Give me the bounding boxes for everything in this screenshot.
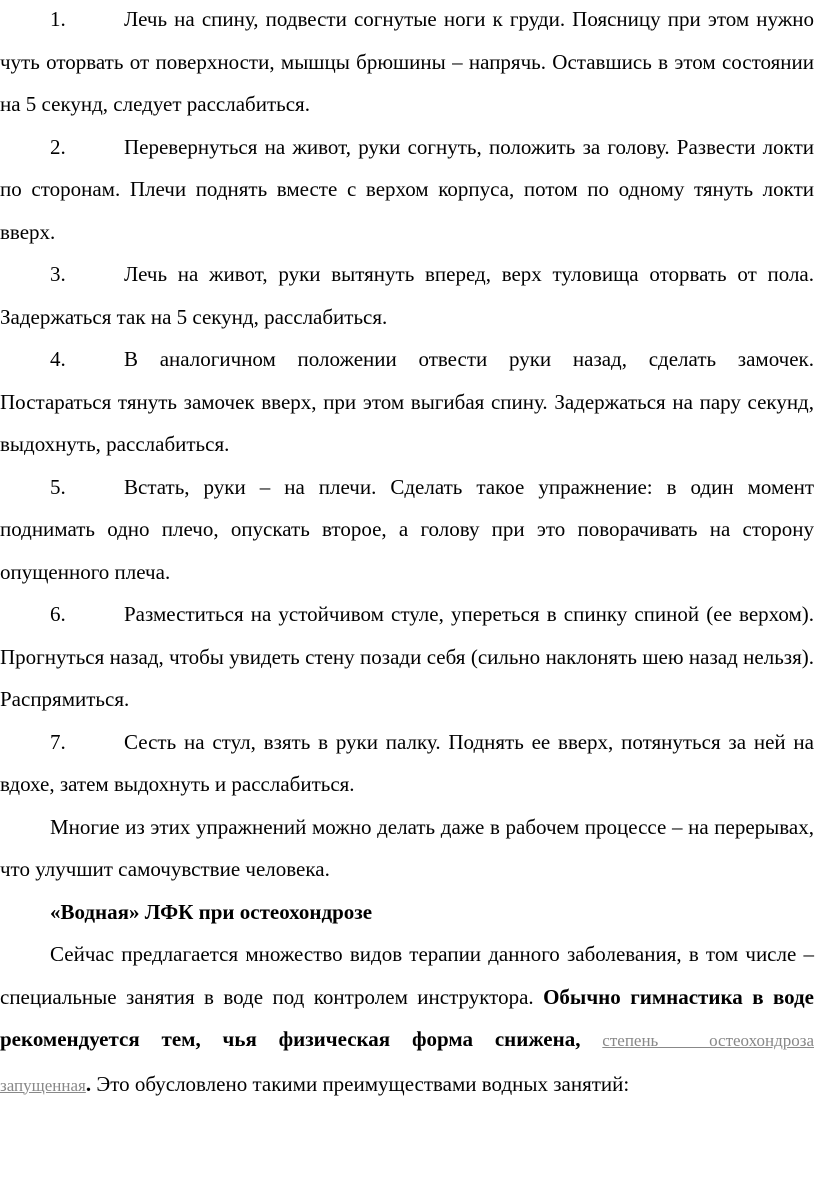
- exercise-item-4: [0, 338, 814, 466]
- item-number: 2.: [50, 134, 66, 159]
- item-text: Лечь на живот, руки вытянуть вперед, верх туловища оторвать от пола. Задержаться так на 5 секунд, расслабиться.: [0, 262, 814, 329]
- item-text: Встать, руки – на плечи. Сделать такое упражнение: в один момент поднимать одно плечо, опускать второе, а голову при это поворачивать на сторону опущенного плеча.: [0, 474, 814, 584]
- final-bold-text: Обычно гимнастика в воде рекомендуется тем, чья физическая форма снижена,: [0, 984, 814, 1051]
- item-number: 4.: [50, 347, 66, 371]
- final-paragraph: [0, 933, 814, 1107]
- final-text-end: Это обусловлено такими преимуществами водных занятий:: [91, 1071, 630, 1096]
- final-text-start: Сейчас предлагается множество видов терапии данного заболевания, в том числе – специальные занятия в воде под контролем инструктора.: [0, 942, 814, 1009]
- item-text: Сесть на стул, взять в руки палку. Поднять ее вверх, потянуться за ней на вдохе, затем выдохнуть и расслабиться.: [0, 729, 814, 796]
- item-text: В аналогичном положении отвести руки назад, сделать замочек. Постараться тянуть замочек вверх, при этом выгибая спину. Задержаться на пару секунд, выдохнуть, расслабиться.: [0, 347, 814, 456]
- exercise-item-7: [0, 721, 814, 806]
- final-bold-period: .: [85, 1071, 92, 1096]
- item-number: 3.: [50, 262, 66, 286]
- section-heading: «Водная» ЛФК при остеохондрозе: [50, 899, 373, 924]
- exercise-item-1: [0, 0, 814, 126]
- item-text: Лечь на спину, подвести согнутые ноги к груди. Поясницу при этом нужно чуть оторвать от поверхности, мышцы брюшины – напрячь. Оставшись в этом состоянии на 5 секунд, следует расслабиться.: [0, 7, 814, 116]
- item-number: 6.: [50, 602, 66, 626]
- osteochondrosis-link[interactable]: степень остеохондроза запущенная: [0, 1031, 814, 1095]
- item-text: Разместиться на устойчивом стуле, упереться в спинку спиной (ее верхом). Прогнуться назад, чтобы увидеть стену позади себя (сильно наклонять шею назад нельзя). Распрямиться.: [0, 602, 814, 711]
- exercise-item-6: [0, 593, 814, 721]
- exercise-item-2: [0, 126, 814, 254]
- item-text: Перевернуться на живот, руки согнуть, положить за голову. Развести локти по сторонам. Плечи поднять вместе с верхом корпуса, потом по одному тянуть локти вверх.: [0, 134, 814, 244]
- summary-paragraph: Многие из этих упражнений можно делать даже в рабочем процессе – на перерывах, что улучшит самочувствие человека.: [0, 814, 814, 881]
- item-number: 7.: [50, 729, 66, 754]
- exercise-item-3: [0, 253, 814, 338]
- item-number: 1.: [50, 7, 66, 31]
- item-number: 5.: [50, 474, 66, 499]
- exercise-item-5: [0, 466, 814, 594]
